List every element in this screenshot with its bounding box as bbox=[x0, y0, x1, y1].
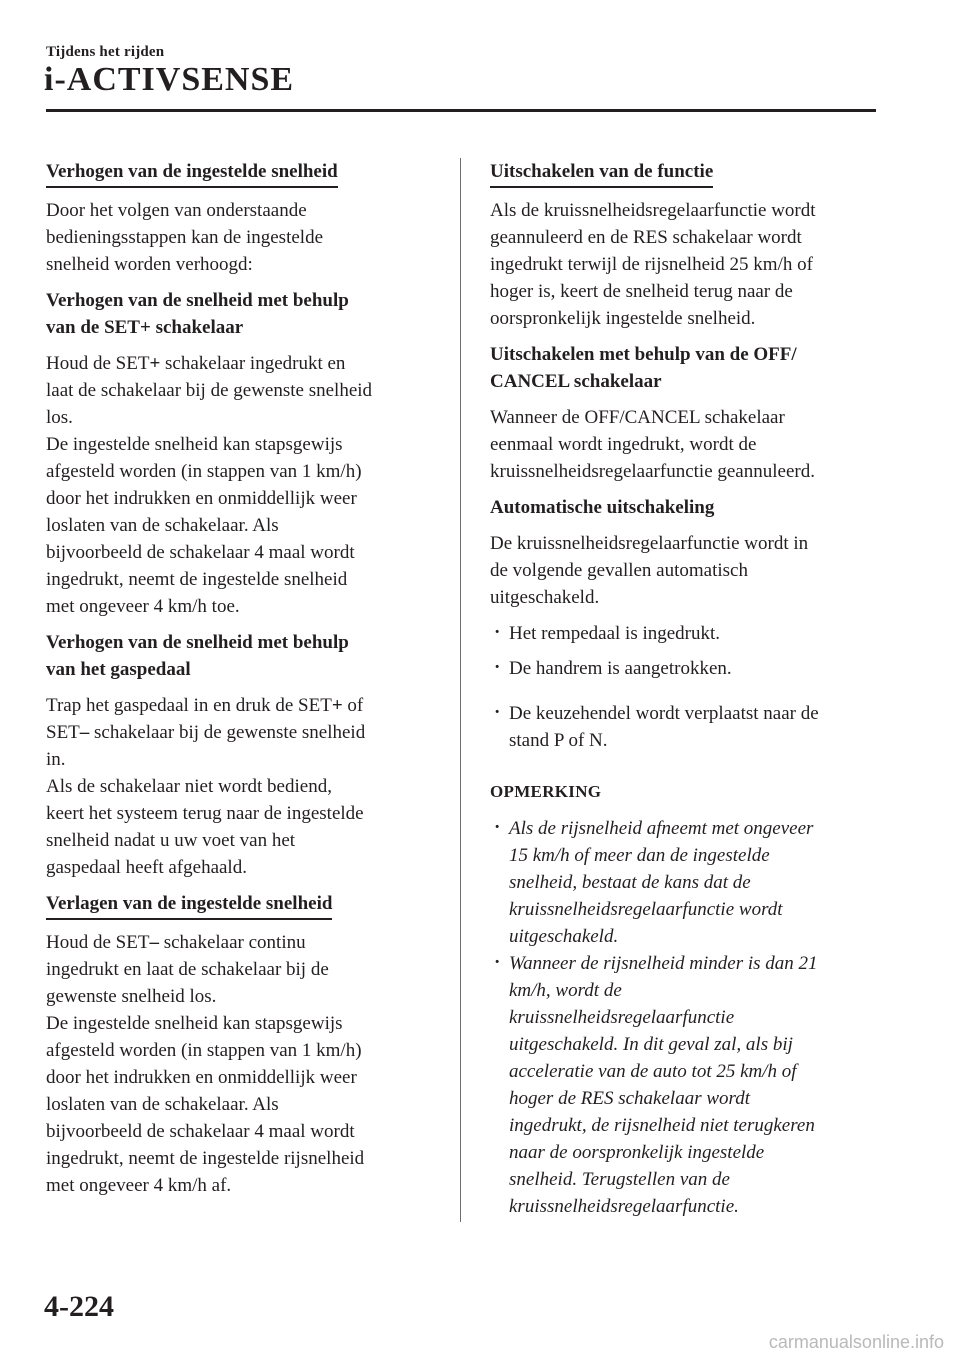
text-line: loslaten van de schakelaar. Als bbox=[46, 515, 279, 536]
text-line bbox=[46, 719, 438, 746]
text-line: los. bbox=[46, 407, 73, 428]
text-line: loslaten van de schakelaar. Als bbox=[46, 1094, 279, 1115]
subheading-automatic: Automatische uitschakeling bbox=[490, 497, 715, 518]
text-line: CANCEL schakelaar bbox=[490, 371, 662, 392]
text-line: ingedrukt, neemt de ingestelde rijsnelheid bbox=[46, 1148, 365, 1169]
text-line: met ongeveer 4 km/h toe. bbox=[46, 596, 240, 617]
text-line: uitgeschakeld. bbox=[490, 587, 600, 608]
text-line: door het indrukken en onmiddellijk weer bbox=[46, 1067, 357, 1088]
text-line: ingedrukt en laat de schakelaar bij de bbox=[46, 959, 329, 980]
text-fragment: Houd de SET bbox=[46, 932, 150, 953]
text-line: Verhogen van de snelheid met behulp bbox=[46, 290, 349, 311]
text-line: ingedrukt, de rijsnelheid niet terugkeren bbox=[509, 1115, 815, 1136]
heading-disable-function: Uitschakelen van de functie bbox=[490, 159, 713, 188]
text-line: kruissnelheidsregelaarfunctie bbox=[509, 1007, 735, 1028]
text-line: laat de schakelaar bij de gewenste snelheid bbox=[46, 380, 373, 401]
subheading-accelerator bbox=[46, 629, 438, 683]
right-column bbox=[490, 158, 890, 1220]
text-line: geannuleerd en de RES schakelaar wordt bbox=[490, 227, 802, 248]
minus-symbol: – bbox=[149, 932, 159, 953]
minus-symbol: – bbox=[79, 722, 90, 743]
text-line: stand P of N. bbox=[509, 730, 608, 751]
text-line: gewenste snelheid los. bbox=[46, 986, 217, 1007]
text-line: kruissnelheidsregelaarfunctie wordt bbox=[509, 899, 783, 920]
list-item bbox=[490, 700, 890, 754]
text-fragment: of bbox=[342, 695, 364, 716]
heading-increase-speed: Verhogen van de ingestelde snelheid bbox=[46, 159, 338, 188]
text-line: Uitschakelen met behulp van de OFF/ bbox=[490, 344, 797, 365]
text-line: Als de schakelaar niet wordt bediend, bbox=[46, 776, 332, 797]
column-divider bbox=[460, 158, 461, 1222]
text-fragment: schakelaar bij de gewenste snelheid bbox=[89, 722, 366, 743]
watermark: carmanualsonline.info bbox=[768, 1332, 944, 1352]
paragraph-intro bbox=[46, 197, 438, 278]
text-fragment: schakelaar continu bbox=[158, 932, 306, 953]
text-fragment: SET bbox=[46, 722, 80, 743]
plus-symbol: + bbox=[331, 695, 343, 716]
heading-decrease-speed: Verlagen van de ingestelde snelheid bbox=[46, 891, 332, 920]
text-line: van het gaspedaal bbox=[46, 659, 191, 680]
paragraph-set-plus bbox=[46, 350, 438, 620]
left-column bbox=[46, 158, 438, 1208]
text-fragment: schakelaar ingedrukt en bbox=[160, 353, 346, 374]
text-line: hoger de RES schakelaar wordt bbox=[509, 1088, 750, 1109]
note-heading: OPMERKING bbox=[490, 782, 602, 801]
list-item: · De handrem is aangetrokken. bbox=[490, 655, 890, 682]
text-line: kruissnelheidsregelaarfunctie geannuleerd. bbox=[490, 461, 815, 482]
paragraph-off-cancel bbox=[490, 404, 890, 485]
text-line: eenmaal wordt ingedrukt, wordt de bbox=[490, 434, 757, 455]
page-title: i-ACTIVSENSE bbox=[44, 61, 295, 98]
text-fragment: Trap het gaspedaal in en druk de SET bbox=[46, 695, 332, 716]
plus-symbol: + bbox=[139, 317, 151, 338]
text-line: ingedrukt terwijl de rijsnelheid 25 km/h of bbox=[490, 254, 813, 275]
text-line: Verhogen van de snelheid met behulp bbox=[46, 632, 349, 653]
text-line: De kruissnelheidsregelaarfunctie wordt in bbox=[490, 533, 809, 554]
text-line: Als de kruissnelheidsregelaarfunctie wordt bbox=[490, 200, 816, 221]
text-line bbox=[46, 350, 438, 377]
text-line: oorspronkelijk ingestelde snelheid. bbox=[490, 308, 756, 329]
text-line: bedieningsstappen kan de ingestelde bbox=[46, 227, 324, 248]
condition-list bbox=[490, 620, 890, 754]
text-fragment: schakelaar bbox=[150, 317, 244, 338]
text-line: · Wanneer de rijsnelheid minder is dan 21 bbox=[509, 953, 818, 974]
text-fragment: Houd de SET bbox=[46, 353, 150, 374]
text-line: snelheid nadat u uw voet van het bbox=[46, 830, 296, 851]
text-line: hoger is, keert de snelheid terug naar de bbox=[490, 281, 793, 302]
text-line: in. bbox=[46, 749, 66, 770]
text-line: door het indrukken en onmiddellijk weer bbox=[46, 488, 357, 509]
subheading-set-plus bbox=[46, 287, 438, 341]
text-line: afgesteld worden (in stappen van 1 km/h) bbox=[46, 1040, 362, 1061]
text-line: bijvoorbeeld de schakelaar 4 maal wordt bbox=[46, 542, 355, 563]
text-line: Wanneer de OFF/CANCEL schakelaar bbox=[490, 407, 785, 428]
text-line: km/h, wordt de bbox=[509, 980, 622, 1001]
text-line: ingedrukt, neemt de ingestelde snelheid bbox=[46, 569, 348, 590]
text-line: snelheid worden verhoogd: bbox=[46, 254, 253, 275]
text-line bbox=[46, 314, 438, 341]
text-fragment: van de SET bbox=[46, 317, 140, 338]
text-line: de volgende gevallen automatisch bbox=[490, 560, 748, 581]
note-item bbox=[490, 950, 890, 1220]
subheading-off-cancel bbox=[490, 341, 890, 395]
text-line: naar de oorspronkelijk ingestelde bbox=[509, 1142, 765, 1163]
paragraph-set-minus bbox=[46, 929, 438, 1199]
text-line: De ingestelde snelheid kan stapsgewijs bbox=[46, 434, 343, 455]
plus-symbol: + bbox=[149, 353, 161, 374]
text-line: gaspedaal heeft afgehaald. bbox=[46, 857, 247, 878]
paragraph-automatic bbox=[490, 530, 890, 611]
note-item bbox=[490, 815, 890, 950]
text-line: keert het systeem terug naar de ingestelde bbox=[46, 803, 364, 824]
text-line: snelheid. Terugstellen van de bbox=[509, 1169, 730, 1190]
paragraph-accelerator bbox=[46, 692, 438, 881]
text-line: · De keuzehendel wordt verplaatst naar de bbox=[509, 703, 819, 724]
text-line: · Als de rijsnelheid afneemt met ongeveer bbox=[509, 818, 814, 839]
paragraph-res bbox=[490, 197, 890, 332]
page-number: 4-224 bbox=[44, 1290, 114, 1323]
text-line: Door het volgen van onderstaande bbox=[46, 200, 307, 221]
text-line bbox=[46, 692, 438, 719]
text-line: bijvoorbeeld de schakelaar 4 maal wordt bbox=[46, 1121, 355, 1142]
text-line: snelheid, bestaat de kans dat de bbox=[509, 872, 751, 893]
text-line: met ongeveer 4 km/h af. bbox=[46, 1175, 232, 1196]
section-label: Tijdens het rijden bbox=[46, 44, 165, 60]
text-line: uitgeschakeld. bbox=[509, 926, 619, 947]
text-line: De ingestelde snelheid kan stapsgewijs bbox=[46, 1013, 343, 1034]
text-line: uitgeschakeld. In dit geval zal, als bij bbox=[509, 1034, 793, 1055]
text-line: acceleratie van de auto tot 25 km/h of bbox=[509, 1061, 797, 1082]
header-rule bbox=[46, 109, 876, 112]
text-line bbox=[46, 929, 438, 956]
list-item: · Het rempedaal is ingedrukt. bbox=[490, 620, 890, 647]
text-line: 15 km/h of meer dan de ingestelde bbox=[509, 845, 770, 866]
note-list bbox=[490, 815, 890, 1220]
text-line: afgesteld worden (in stappen van 1 km/h) bbox=[46, 461, 362, 482]
text-line: kruissnelheidsregelaarfunctie. bbox=[509, 1196, 739, 1217]
